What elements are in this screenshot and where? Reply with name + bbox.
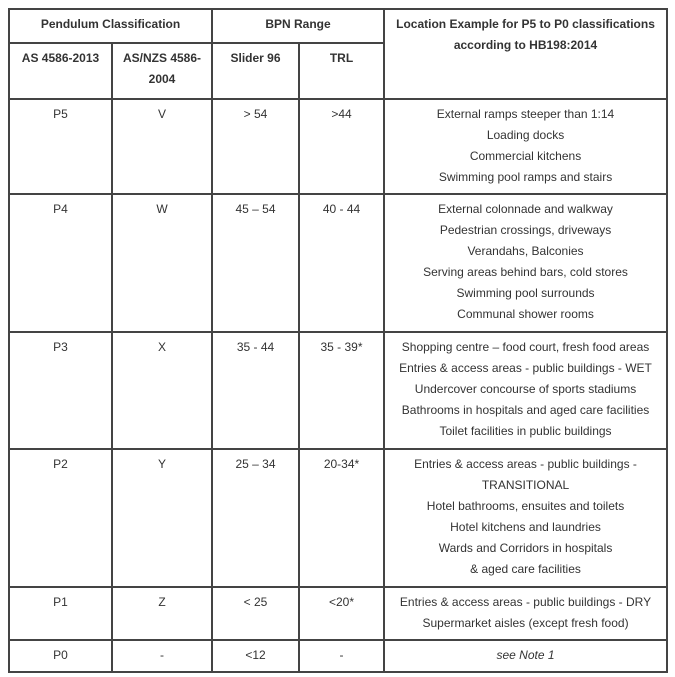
cell-location-examples bbox=[384, 449, 667, 587]
table-row bbox=[9, 99, 667, 194]
example-line: Verandahs, Balconies bbox=[467, 244, 584, 258]
cell-p-class: P5 bbox=[9, 99, 112, 194]
header-trl: TRL bbox=[299, 43, 384, 99]
example-line: Undercover concourse of sports stadiums bbox=[414, 382, 637, 396]
table-row bbox=[9, 449, 667, 587]
cell-slider-96: > 54 bbox=[212, 99, 299, 194]
cell-v-class: X bbox=[112, 332, 212, 449]
cell-location-examples bbox=[384, 332, 667, 449]
table-row bbox=[9, 194, 667, 332]
example-line: Entries & access areas - public buildings - bbox=[414, 457, 637, 471]
cell-trl: 20-34* bbox=[299, 449, 384, 587]
example-line: Commercial kitchens bbox=[469, 149, 582, 163]
example-line: Supermarket aisles (except fresh food) bbox=[422, 616, 629, 630]
cell-slider-96: <12 bbox=[212, 640, 299, 672]
cell-p-class: P0 bbox=[9, 640, 112, 672]
cell-v-class: - bbox=[112, 640, 212, 672]
example-line: & aged care facilities bbox=[470, 562, 581, 576]
cell-v-class: Z bbox=[112, 587, 212, 640]
cell-trl: 35 - 39* bbox=[299, 332, 384, 449]
cell-location-examples bbox=[384, 640, 667, 672]
table-row bbox=[9, 640, 667, 672]
example-line: Entries & access areas - public buildings - DRY bbox=[399, 595, 652, 609]
header-slider-96: Slider 96 bbox=[212, 43, 299, 99]
cell-trl: - bbox=[299, 640, 384, 672]
example-line: Shopping centre – food court, fresh food areas bbox=[401, 340, 650, 354]
header-bpn-range: BPN Range bbox=[212, 9, 384, 43]
example-line: External ramps steeper than 1:14 bbox=[436, 107, 615, 121]
example-line: Swimming pool ramps and stairs bbox=[438, 170, 613, 184]
cell-p-class: P2 bbox=[9, 449, 112, 587]
cell-v-class: V bbox=[112, 99, 212, 194]
header-as-4586-2013: AS 4586-2013 bbox=[9, 43, 112, 99]
example-line: TRANSITIONAL bbox=[481, 478, 570, 492]
example-line: Hotel bathrooms, ensuites and toilets bbox=[426, 499, 625, 513]
example-line: Wards and Corridors in hospitals bbox=[438, 541, 613, 555]
header-pendulum-classification: Pendulum Classification bbox=[9, 9, 212, 43]
example-line: Hotel kitchens and laundries bbox=[450, 520, 601, 534]
note-reference: see Note 1 bbox=[496, 648, 555, 662]
header-as-nzs-4586-2004: AS/NZS 4586-2004 bbox=[112, 43, 212, 99]
header-row-1 bbox=[9, 9, 667, 43]
example-line: Pedestrian crossings, driveways bbox=[439, 223, 612, 237]
example-line: Toilet facilities in public buildings bbox=[439, 424, 612, 438]
cell-slider-96: 35 - 44 bbox=[212, 332, 299, 449]
example-line: Loading docks bbox=[486, 128, 565, 142]
cell-location-examples bbox=[384, 587, 667, 640]
cell-p-class: P4 bbox=[9, 194, 112, 332]
table-row bbox=[9, 332, 667, 449]
header-location-example: Location Example for P5 to P0 classifications according to HB198:2014 bbox=[384, 9, 667, 99]
cell-p-class: P3 bbox=[9, 332, 112, 449]
cell-trl: >44 bbox=[299, 99, 384, 194]
classification-table bbox=[8, 8, 668, 673]
cell-trl: 40 - 44 bbox=[299, 194, 384, 332]
example-line: Bathrooms in hospitals and aged care facilities bbox=[401, 403, 650, 417]
cell-slider-96: 45 – 54 bbox=[212, 194, 299, 332]
cell-slider-96: < 25 bbox=[212, 587, 299, 640]
cell-location-examples bbox=[384, 194, 667, 332]
cell-v-class: W bbox=[112, 194, 212, 332]
cell-location-examples bbox=[384, 99, 667, 194]
cell-p-class: P1 bbox=[9, 587, 112, 640]
example-line: External colonnade and walkway bbox=[438, 202, 613, 216]
example-line: Communal shower rooms bbox=[457, 307, 594, 321]
table-row bbox=[9, 587, 667, 640]
cell-slider-96: 25 – 34 bbox=[212, 449, 299, 587]
example-line: Serving areas behind bars, cold stores bbox=[423, 265, 628, 279]
example-line: Swimming pool surrounds bbox=[456, 286, 595, 300]
cell-trl: <20* bbox=[299, 587, 384, 640]
cell-v-class: Y bbox=[112, 449, 212, 587]
example-line: Entries & access areas - public buildings - WET bbox=[399, 361, 652, 375]
